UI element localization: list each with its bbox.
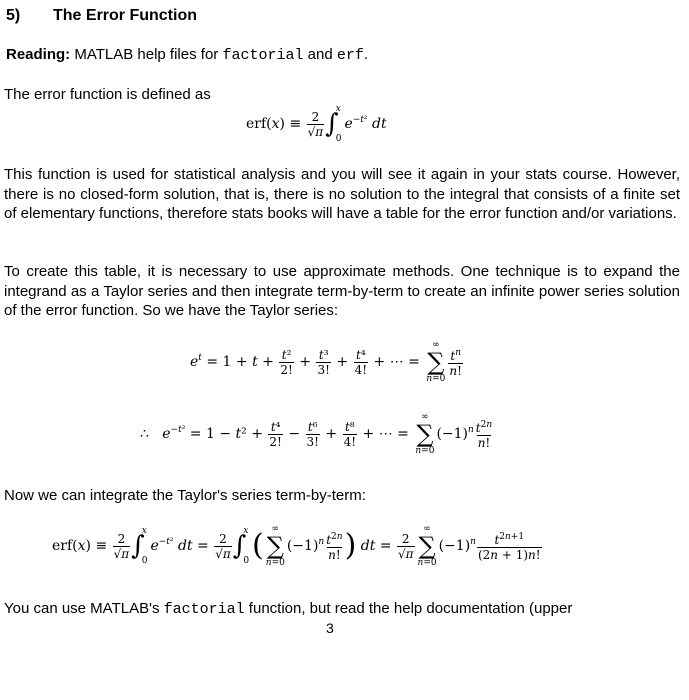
reading-text-1: MATLAB help files for (70, 46, 223, 63)
equation-taylor-gaussian: ∴ $e^{-t^2} = 1 - t^2$ + $\frac{\text{t⁴}}{2!}$ − $\frac{\text{t⁶}}{3!}$ + $\frac{\text{t⁸}}{4!}$ + ⋯ = ∞ ∑ n=0 $(-1)^n$ $\frac{t^{2n}}{n!}$ (140, 412, 493, 456)
equation-erf-series: erf(x) ≡ $\frac{2}{√\pi}$ ∫ x 0 $e^{-t^2}$ dt = $\frac{2}{√\pi}$ ∫ x 0 ( ∞ ∑ n=0 $(-1)^n$ $\frac{t^{2n}}{n!}$ ) dt = $\frac{2}{√\pi}$ ∞ ∑ n=0 $(-1)^n$ $\frac{t^{2n+1}}{(2n + 1)n!}$ (52, 524, 541, 568)
reading-text-2: and (303, 46, 337, 63)
last-line-text-2: function, but read the help documentation (upper (244, 600, 573, 617)
section-number: 5) (6, 7, 21, 24)
last-line-code-factorial: factorial (163, 601, 245, 618)
section-title: The Error Function (53, 7, 197, 24)
reading-code-erf: erf (336, 47, 364, 64)
paragraph-approximation: To create this table, it is necessary to use approximate methods. One technique is to expand the integrand as a Taylor series and then integrate term-by-term to create an infinite power series solution of the error function. So we have the Taylor series: (4, 263, 680, 319)
last-line-text-1: You can use MATLAB's (4, 600, 164, 617)
last-line (4, 600, 572, 618)
equation-taylor-exp: $e^t = 1 + t$ + $\frac{\text{t²}}{2!}$ + $\frac{\text{t³}}{3!}$ + $\frac{\text{t⁴}}{4!}$ + ⋯ = ∞ ∑ n=0 $\frac{t^n}{n!}$ (190, 340, 462, 384)
reading-text-3: . (363, 46, 369, 63)
intro-sentence: The error function is defined as (4, 86, 211, 103)
equation-erf-definition: erf(x) ≡ $\frac{2}{√\pi}$ ∫ x 0 $e^{-t^2}$ dt (246, 104, 387, 144)
page-number: 3 (326, 620, 334, 636)
reading-code-factorial: factorial (222, 47, 304, 64)
paragraph-statistics: This function is used for statistical analysis and you will see it again in your stats course. However, there is no closed-form solution, that is, there is no solution to the integral that consists of a finite set of elementary functions, therefore stats books will have a table for the error function and/or variations. (4, 166, 680, 222)
integrate-sentence: Now we can integrate the Taylor's series term-by-term: (4, 487, 366, 504)
reading-line (6, 46, 368, 64)
reading-label: Reading: (6, 46, 71, 63)
